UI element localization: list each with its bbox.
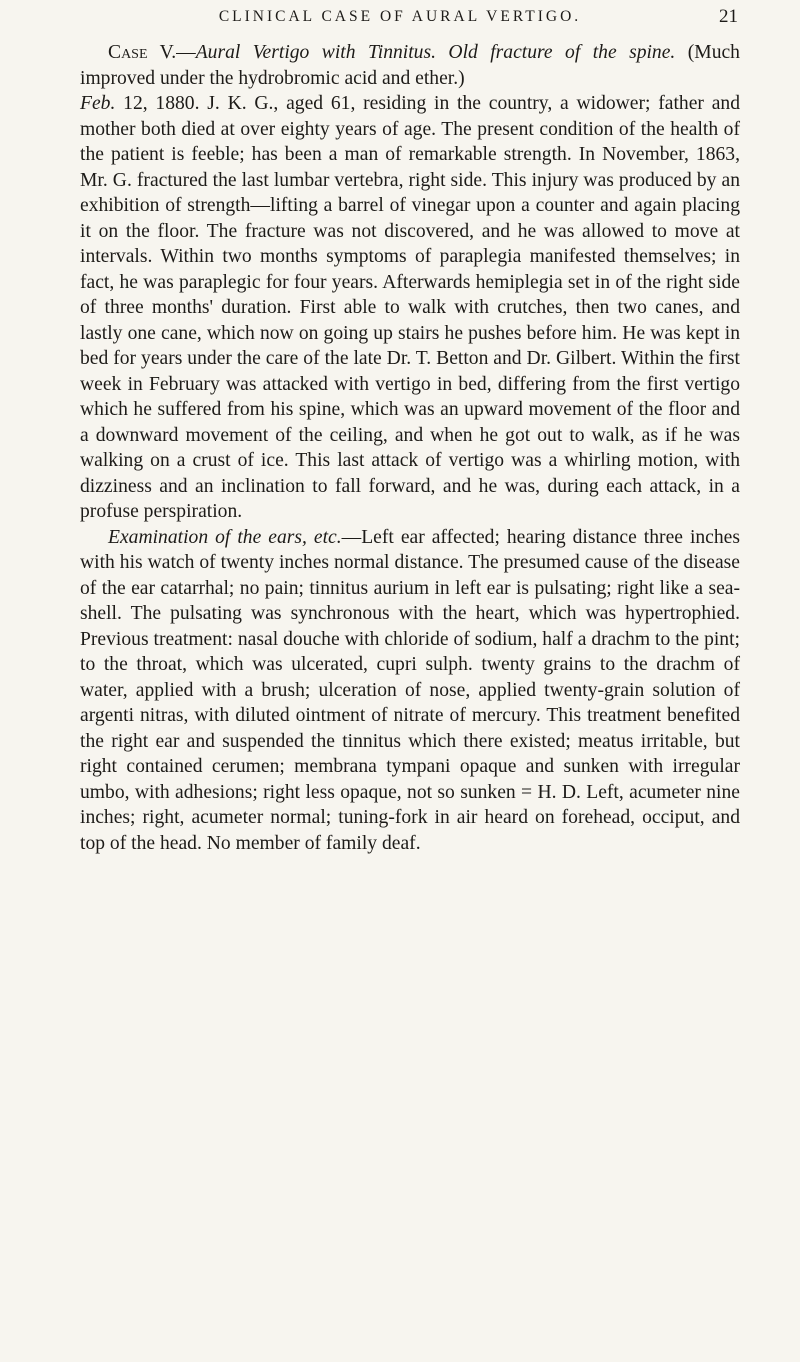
case-dash: — [176, 42, 196, 63]
case-label: Case V. [108, 42, 177, 63]
case-treatment-note: (Much improved under the hydrobromic acid and ether.) [80, 42, 740, 89]
case-title: Aural Vertigo with Tinnitus. Old fracture of the spine. [195, 42, 676, 63]
body-text [80, 40, 740, 856]
examination-body: —Left ear affected; hearing distance three inches with his watch of twenty inches normal distance. The presumed cause of the disease of the ear catarrhal; no pain; tinnitus aurium in left ear is pulsating; right like a sea-shell. The pulsating was synchronous with the heart, which was hypertrophied. Previous treatment: nasal douche with chloride of sodium, half a drachm to the pint; to the throat, which was ulcerated, cupri sulph. twenty grains to the drachm of water, applied with a brush; ulceration of nose, applied twenty-grain solution of argenti nitras, with diluted ointment of nitrate of mercury. This treatment benefited the right ear and suspended the tinnitus which there existed; meatus irritable, but right contained cerumen; membrana tympani opaque and sunken with irregular umbo, with adhesions; right less opaque, not so sunken = H. D. Left, acumeter nine inches; right, acumeter normal; tuning-fork in air heard on forehead, occiput, and top of the head. No member of family deaf. [80, 526, 740, 854]
case-date: Feb. [80, 93, 116, 114]
case-body: 12, 1880. J. K. G., aged 61, residing in the country, a widower; father and mother both died at over eighty years of age. The present condition of the health of the patient is feeble; has been a man of remarkable strength. In November, 1863, Mr. G. fractured the last lumbar vertebra, right side. This injury was produced by an exhibition of strength—lifting a barrel of vinegar upon a counter and again placing it on the floor. The fracture was not discovered, and he was allowed to move at intervals. Within two months symptoms of paraplegia manifested themselves; in fact, he was paraplegic for four years. Afterwards hemiplegia set in of the right side of three months' duration. First able to walk with crutches, then two canes, and lastly one cane, which now on going up stairs he pushes before him. He was kept in bed for years under the care of the late Dr. T. Betton and Dr. Gilbert. Within the first week in February was attacked with vertigo in bed, differing from the first vertigo which he suffered from his spine, which was an upward movement of the floor and a downward movement of the ceiling, and when he got out to walk, as if he was walking on a crust of ice. This last attack of vertigo was a whirling motion, with dizziness and an inclination to fall forward, and he was, during each attack, in a profuse perspiration. [80, 93, 740, 522]
page-number: 21 [719, 6, 738, 27]
running-head [0, 6, 800, 32]
examination-heading: Examination of the ears, etc. [108, 526, 342, 548]
running-title: CLINICAL CASE OF AURAL VERTIGO. [218, 8, 582, 25]
case-paragraph [80, 40, 740, 525]
examination-paragraph [80, 525, 740, 857]
